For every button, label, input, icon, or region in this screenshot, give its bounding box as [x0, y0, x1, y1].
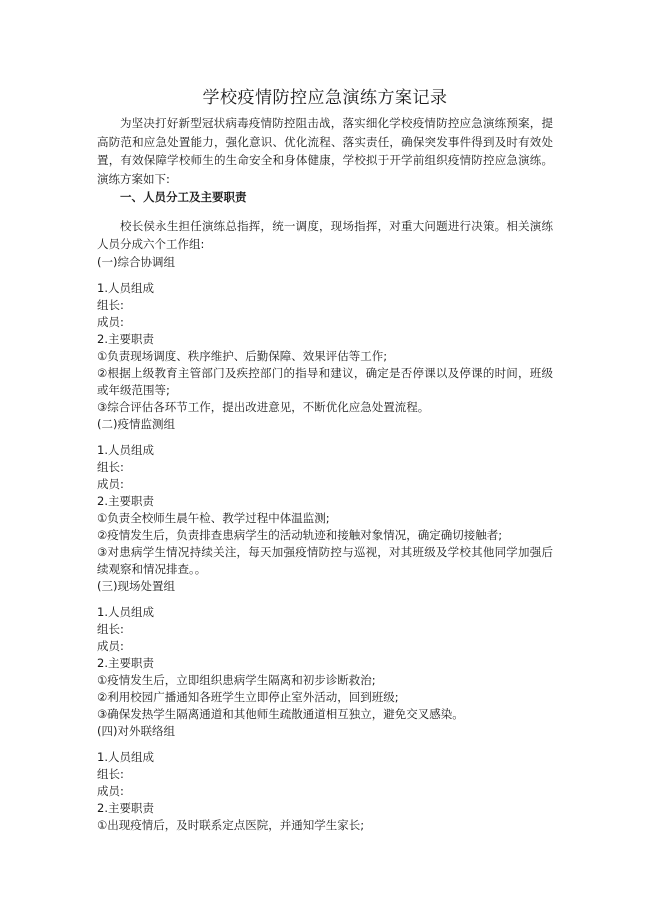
members-label: 成员:: [97, 476, 124, 491]
leader-label: 组长:: [97, 459, 124, 474]
duties-heading: 2.主要职责: [97, 331, 154, 346]
duty-item: ①出现疫情后，及时联系定点医院，并通知学生家长;: [97, 817, 365, 832]
staff-heading: 1.人员组成: [97, 604, 154, 619]
members-label: 成员:: [97, 783, 124, 798]
leader-label: 组长:: [97, 621, 124, 636]
duty-item: ①负责全校师生晨午检、教学过程中体温监测;: [97, 510, 330, 525]
group-title: (三)现场处置组: [97, 578, 175, 593]
members-label: 成员:: [97, 638, 124, 653]
section-heading: 一、人员分工及主要职责: [120, 190, 247, 204]
members-label: 成员:: [97, 314, 124, 329]
leader-label: 组长:: [97, 297, 124, 312]
duty-item: ③综合评估各环节工作，提出改进意见，不断优化应急处置流程。: [97, 399, 430, 414]
duty-item: ③确保发热学生隔离通道和其他师生疏散通道相互独立，避免交叉感染。: [97, 706, 464, 721]
duties-heading: 2.主要职责: [97, 655, 154, 670]
staff-heading: 1.人员组成: [97, 749, 154, 764]
duties-heading: 2.主要职责: [97, 493, 154, 508]
duty-item: ②根据上级教育主管部门及疾控部门的指导和建议，确定是否停课以及停课的时间，班级或年级范围等;: [97, 365, 553, 397]
intro-paragraph: 为坚决打好新型冠状病毒疫情防控阻击战，落实细化学校疫情防控应急演练预案，提高防范和应急处置能力，强化意识、优化流程、落实责任，确保突发事件得到及时有效处置，有效保障学校师生的生命安全和身体健康，学校拟于开学前组织疫情防控应急演练。演练方案如下:: [97, 116, 553, 186]
group-title: (一)综合协调组: [97, 254, 175, 269]
document-page: [97, 86, 553, 834]
staff-heading: 1.人员组成: [97, 442, 154, 457]
leader-label: 组长:: [97, 766, 124, 781]
duty-item: ②疫情发生后，负责排查患病学生的活动轨迹和接触对象情况，确定确切接触者;: [97, 527, 503, 542]
staff-heading: 1.人员组成: [97, 280, 154, 295]
duties-heading: 2.主要职责: [97, 800, 154, 815]
duty-item: ②利用校园广播通知各班学生立即停止室外活动，回到班级;: [97, 689, 399, 704]
duty-item: ③对患病学生情况持续关注，每天加强疫情防控与巡视，对其班级及学校其他同学加强后续观察和情况排查。。: [97, 544, 553, 576]
group-title: (二)疫情监测组: [97, 416, 175, 431]
document-title: 学校疫情防控应急演练方案记录: [202, 88, 448, 108]
duty-item: ①负责现场调度、秩序维护、后勤保障、效果评估等工作;: [97, 348, 388, 363]
duty-item: ①疫情发生后，立即组织患病学生隔离和初步诊断救治;: [97, 672, 376, 687]
group-title: (四)对外联络组: [97, 723, 175, 738]
section-intro-paragraph: 校长侯永生担任演练总指挥，统一调度，现场指挥，对重大问题进行决策。相关演练人员分成六个工作组:: [97, 218, 553, 251]
